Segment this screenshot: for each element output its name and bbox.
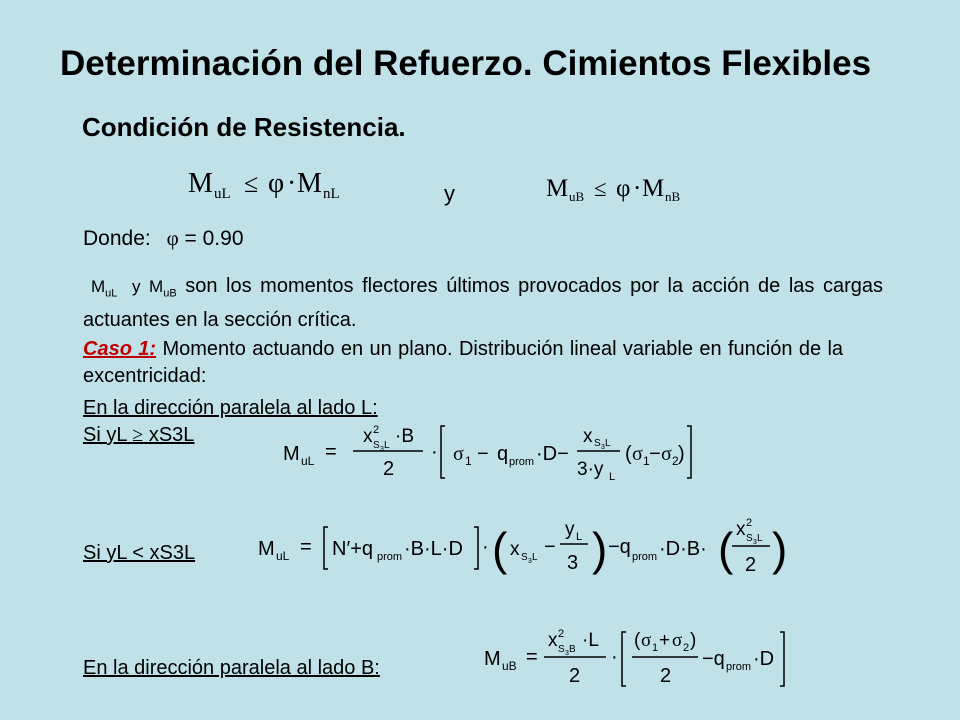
svg-text:): ) <box>678 443 685 465</box>
svg-text:φ: φ <box>268 168 285 199</box>
svg-text:=: = <box>300 536 312 558</box>
svg-text:L: L <box>384 440 390 451</box>
mul-inline: $M_{uL}$ <box>91 277 118 300</box>
svg-text:2: 2 <box>745 554 757 576</box>
svg-text:·: · <box>287 168 297 199</box>
section-subtitle: Condición de Resistencia. <box>82 112 406 142</box>
svg-text:uB: uB <box>502 659 517 673</box>
svg-text:·: · <box>633 175 642 202</box>
svg-text:2: 2 <box>383 458 395 480</box>
svg-text:3: 3 <box>565 650 569 657</box>
svg-text:2: 2 <box>373 424 380 436</box>
svg-text:σ: σ <box>672 630 683 651</box>
svg-text:φ: φ <box>616 175 631 202</box>
svg-text:·: · <box>611 646 618 668</box>
svg-text:x: x <box>363 426 373 447</box>
svg-text:S: S <box>594 438 601 449</box>
svg-text:2: 2 <box>558 628 565 640</box>
svg-text:M: M <box>546 175 569 202</box>
phi-symbol: φ <box>166 226 179 250</box>
formula-mul-case-a <box>283 420 685 483</box>
svg-text:): ) <box>772 523 788 575</box>
svg-text:σ: σ <box>453 443 464 465</box>
svg-text:nB: nB <box>665 189 681 204</box>
svg-text:≤: ≤ <box>244 169 259 198</box>
svg-text:−q: −q <box>608 536 631 558</box>
svg-text:3: 3 <box>380 446 384 453</box>
svg-text:·D: ·D <box>753 648 775 670</box>
svg-text:uL: uL <box>214 186 231 202</box>
svg-text:≤: ≤ <box>594 176 607 201</box>
svg-text:3: 3 <box>753 539 757 546</box>
svg-text:σ: σ <box>661 443 672 465</box>
svg-text:L: L <box>532 552 538 563</box>
svg-text:N′+q: N′+q <box>332 538 373 560</box>
svg-text:·: · <box>482 536 489 558</box>
moments-intro-text: son los momentos flectores últimos provocados por la acción de las cargas actuantes en la sección crítica. <box>83 275 884 332</box>
svg-text:2: 2 <box>569 665 581 687</box>
formula-mub-condition <box>546 168 716 208</box>
svg-text:·L: ·L <box>582 630 599 651</box>
svg-text:·B: ·B <box>395 426 414 447</box>
svg-text:(: ( <box>634 630 641 651</box>
formula-mul-case-b <box>258 513 788 585</box>
svg-text:M: M <box>297 168 322 199</box>
svg-text:(: ( <box>492 523 508 575</box>
phi-value: = 0.90 <box>184 227 244 250</box>
svg-text:L: L <box>605 438 611 449</box>
donde-line <box>83 225 244 252</box>
svg-text:−: − <box>544 536 556 558</box>
svg-text:−: − <box>649 443 661 465</box>
svg-text:S: S <box>373 440 380 451</box>
svg-text:): ) <box>690 630 697 651</box>
svg-text:uB: uB <box>569 189 585 204</box>
svg-text:q: q <box>497 443 509 465</box>
svg-text:(: ( <box>625 443 632 465</box>
page-title: Determinación del Refuerzo. Cimientos Flexibles <box>60 44 872 83</box>
moments-intro-paragraph <box>83 273 883 334</box>
direction-L-heading: En la dirección paralela al lado L: <box>83 397 378 419</box>
svg-text:+: + <box>659 630 671 651</box>
svg-text:1: 1 <box>643 454 650 468</box>
svg-text:=: = <box>526 646 538 668</box>
direction-B-heading: En la dirección paralela al lado B: <box>83 657 380 679</box>
svg-text:x: x <box>736 519 746 540</box>
svg-text:2: 2 <box>746 517 753 529</box>
svg-text:M: M <box>484 648 501 670</box>
svg-text:2: 2 <box>683 642 690 654</box>
mub-inline: $M_{uB}$ <box>149 277 177 300</box>
svg-text:3: 3 <box>601 444 605 451</box>
formula-mul-condition <box>188 160 368 205</box>
svg-text:1: 1 <box>652 642 659 654</box>
svg-text:S: S <box>521 552 528 563</box>
svg-text:L: L <box>576 531 583 543</box>
svg-text:3: 3 <box>528 558 532 565</box>
svg-text:prom: prom <box>377 551 403 563</box>
svg-text:(: ( <box>718 523 734 575</box>
svg-text:·: · <box>431 441 438 463</box>
svg-text:uL: uL <box>301 454 315 468</box>
condition-yl-lt: Si yL < xS3L <box>83 542 196 564</box>
svg-text:3: 3 <box>567 552 579 574</box>
connector-y: y <box>444 181 455 206</box>
svg-text:x: x <box>583 426 593 447</box>
formula-mub <box>484 626 824 690</box>
y-inline: y <box>131 277 141 296</box>
svg-text:nL: nL <box>323 186 340 202</box>
svg-text:): ) <box>592 523 608 575</box>
svg-text:M: M <box>258 538 275 560</box>
svg-text:M: M <box>188 168 213 199</box>
svg-text:=: = <box>325 441 337 463</box>
svg-text:1: 1 <box>465 454 472 468</box>
caso1-paragraph <box>83 336 843 390</box>
svg-text:M: M <box>642 175 665 202</box>
donde-label: Donde: <box>83 227 151 250</box>
caso1-text: Momento actuando en un plano. Distribución lineal variable en función de la excentricidad: <box>83 338 844 387</box>
svg-text:σ: σ <box>641 630 652 651</box>
svg-text:·D·B·: ·D·B· <box>659 538 707 560</box>
svg-text:prom: prom <box>632 551 658 563</box>
ge-symbol: ≥ <box>132 424 144 446</box>
svg-text:·D−: ·D− <box>536 443 569 465</box>
svg-text:uL: uL <box>276 549 290 563</box>
svg-text:prom: prom <box>726 661 752 673</box>
condition-yl-ge: Si yL ≥ xS3L <box>83 424 195 446</box>
svg-text:S: S <box>746 533 753 544</box>
svg-text:S: S <box>558 644 565 655</box>
svg-text:−q: −q <box>702 648 725 670</box>
svg-text:L: L <box>757 533 763 544</box>
svg-text:y: y <box>565 519 575 540</box>
svg-text:prom: prom <box>509 456 535 468</box>
svg-text:3·y: 3·y <box>577 459 604 480</box>
svg-text:M: M <box>283 443 300 465</box>
svg-text:σ: σ <box>632 443 643 465</box>
svg-text:B: B <box>569 644 576 655</box>
svg-text:2: 2 <box>660 665 672 687</box>
svg-text:L: L <box>609 471 616 483</box>
svg-text:·B·L·D: ·B·L·D <box>404 538 463 560</box>
svg-text:2: 2 <box>672 454 679 468</box>
svg-text:x: x <box>548 630 558 651</box>
caso1-label: Caso 1: <box>83 338 157 360</box>
svg-text:−: − <box>477 443 489 465</box>
svg-text:x: x <box>510 539 520 560</box>
